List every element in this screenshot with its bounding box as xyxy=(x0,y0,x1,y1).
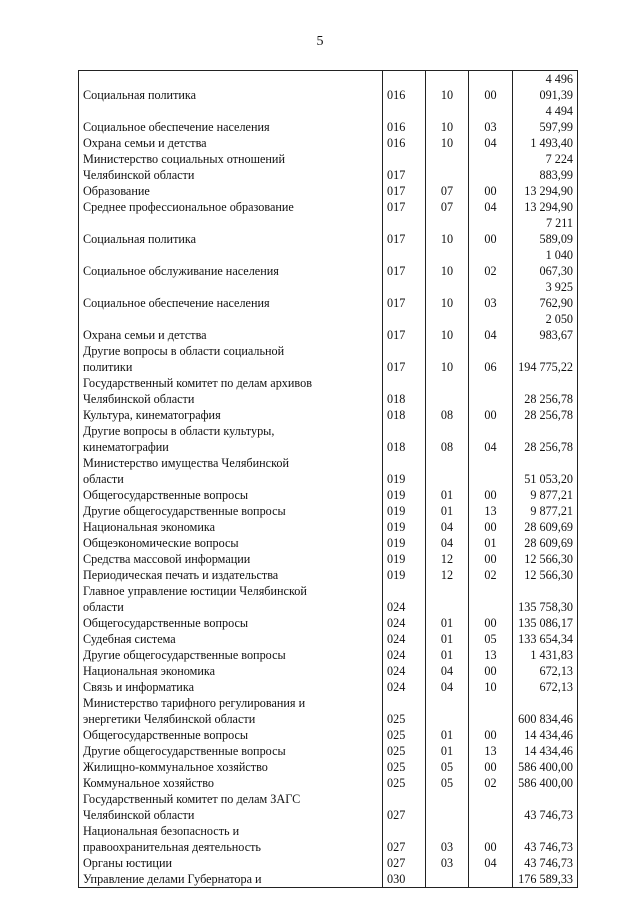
row-section: 10 xyxy=(426,247,469,279)
table-row xyxy=(79,215,578,247)
table-row xyxy=(79,759,578,775)
row-code: 019 xyxy=(383,567,426,583)
row-subsection: 05 xyxy=(469,631,513,647)
row-amount: 51 053,20 xyxy=(513,455,578,487)
row-section xyxy=(426,375,469,407)
row-code: 025 xyxy=(383,727,426,743)
row-name: Другие вопросы в области социальной политики xyxy=(79,343,383,375)
row-section: 01 xyxy=(426,727,469,743)
row-name: Охрана семьи и детства xyxy=(79,311,383,343)
row-code: 018 xyxy=(383,375,426,407)
row-amount: 135 758,30 xyxy=(513,583,578,615)
row-code: 027 xyxy=(383,823,426,855)
row-name: Другие общегосударственные вопросы xyxy=(79,743,383,759)
row-amount: 4 494 597,99 xyxy=(513,103,578,135)
table-row xyxy=(79,631,578,647)
row-subsection: 04 xyxy=(469,423,513,455)
row-code: 017 xyxy=(383,343,426,375)
row-code: 017 xyxy=(383,279,426,311)
row-code: 024 xyxy=(383,583,426,615)
table-row xyxy=(79,567,578,583)
row-code: 024 xyxy=(383,679,426,695)
row-amount: 1 040 067,30 xyxy=(513,247,578,279)
row-section: 01 xyxy=(426,503,469,519)
row-amount: 135 086,17 xyxy=(513,615,578,631)
row-amount: 28 609,69 xyxy=(513,535,578,551)
row-section: 04 xyxy=(426,519,469,535)
table-row xyxy=(79,695,578,727)
row-subsection: 13 xyxy=(469,503,513,519)
row-name: Национальная экономика xyxy=(79,519,383,535)
row-section: 04 xyxy=(426,535,469,551)
row-subsection: 04 xyxy=(469,135,513,151)
row-subsection xyxy=(469,455,513,487)
row-subsection: 03 xyxy=(469,103,513,135)
row-section: 10 xyxy=(426,103,469,135)
row-name: Государственный комитет по делам архивов Челябинской области xyxy=(79,375,383,407)
row-name: Общегосударственные вопросы xyxy=(79,487,383,503)
row-code: 027 xyxy=(383,791,426,823)
row-name: Среднее профессиональное образование xyxy=(79,199,383,215)
row-code: 024 xyxy=(383,663,426,679)
row-amount: 133 654,34 xyxy=(513,631,578,647)
row-code: 024 xyxy=(383,615,426,631)
row-subsection: 04 xyxy=(469,855,513,871)
row-amount: 672,13 xyxy=(513,679,578,695)
table-row xyxy=(79,551,578,567)
row-amount: 600 834,46 xyxy=(513,695,578,727)
row-code: 017 xyxy=(383,199,426,215)
row-code: 019 xyxy=(383,535,426,551)
row-section: 08 xyxy=(426,423,469,455)
row-code: 018 xyxy=(383,407,426,423)
table-row xyxy=(79,247,578,279)
row-amount: 1 493,40 xyxy=(513,135,578,151)
row-code: 017 xyxy=(383,183,426,199)
row-amount: 1 431,83 xyxy=(513,647,578,663)
row-section: 01 xyxy=(426,647,469,663)
row-section: 12 xyxy=(426,551,469,567)
row-code: 019 xyxy=(383,455,426,487)
table-row xyxy=(79,791,578,823)
row-amount: 7 211 589,09 xyxy=(513,215,578,247)
table-row xyxy=(79,487,578,503)
row-subsection: 04 xyxy=(469,199,513,215)
table-row xyxy=(79,343,578,375)
row-name: Общегосударственные вопросы xyxy=(79,727,383,743)
table-row xyxy=(79,183,578,199)
table-row xyxy=(79,135,578,151)
row-section: 01 xyxy=(426,631,469,647)
table-row xyxy=(79,423,578,455)
row-section: 03 xyxy=(426,855,469,871)
row-subsection: 02 xyxy=(469,247,513,279)
row-name: Другие вопросы в области культуры, кинематографии xyxy=(79,423,383,455)
row-section xyxy=(426,151,469,183)
row-section: 01 xyxy=(426,487,469,503)
table-row xyxy=(79,151,578,183)
row-amount: 28 256,78 xyxy=(513,407,578,423)
row-name: Социальное обеспечение населения xyxy=(79,103,383,135)
table-row xyxy=(79,279,578,311)
table-row xyxy=(79,871,578,888)
row-name: Периодическая печать и издательства xyxy=(79,567,383,583)
table-row xyxy=(79,647,578,663)
row-subsection: 13 xyxy=(469,743,513,759)
row-section: 04 xyxy=(426,663,469,679)
table-row xyxy=(79,775,578,791)
row-amount: 9 877,21 xyxy=(513,503,578,519)
row-name: Общегосударственные вопросы xyxy=(79,615,383,631)
row-amount: 13 294,90 xyxy=(513,199,578,215)
table-row xyxy=(79,407,578,423)
table-row xyxy=(79,199,578,215)
row-subsection: 00 xyxy=(469,615,513,631)
table-row xyxy=(79,455,578,487)
table-row xyxy=(79,503,578,519)
row-section xyxy=(426,583,469,615)
row-section: 05 xyxy=(426,775,469,791)
row-amount: 586 400,00 xyxy=(513,775,578,791)
row-name: Управление делами Губернатора и xyxy=(79,871,383,888)
row-subsection: 02 xyxy=(469,567,513,583)
row-code: 019 xyxy=(383,551,426,567)
table-row xyxy=(79,375,578,407)
row-amount: 12 566,30 xyxy=(513,567,578,583)
table-row xyxy=(79,103,578,135)
table-row xyxy=(79,855,578,871)
row-section: 07 xyxy=(426,183,469,199)
row-name: Средства массовой информации xyxy=(79,551,383,567)
row-section: 12 xyxy=(426,567,469,583)
row-name: Социальное обслуживание населения xyxy=(79,247,383,279)
row-subsection: 06 xyxy=(469,343,513,375)
table-row xyxy=(79,663,578,679)
row-subsection: 00 xyxy=(469,71,513,104)
row-section: 04 xyxy=(426,679,469,695)
row-code: 019 xyxy=(383,487,426,503)
table-row xyxy=(79,71,578,104)
row-section: 01 xyxy=(426,615,469,631)
row-section: 10 xyxy=(426,71,469,104)
row-amount: 43 746,73 xyxy=(513,823,578,855)
row-amount: 2 050 983,67 xyxy=(513,311,578,343)
table-row xyxy=(79,583,578,615)
row-code: 025 xyxy=(383,743,426,759)
row-subsection: 00 xyxy=(469,823,513,855)
row-name: Образование xyxy=(79,183,383,199)
row-amount: 176 589,33 xyxy=(513,871,578,888)
table-row xyxy=(79,743,578,759)
row-subsection: 00 xyxy=(469,663,513,679)
row-section: 10 xyxy=(426,343,469,375)
row-code: 018 xyxy=(383,423,426,455)
row-amount: 13 294,90 xyxy=(513,183,578,199)
row-subsection xyxy=(469,375,513,407)
row-name: Охрана семьи и детства xyxy=(79,135,383,151)
row-code: 017 xyxy=(383,151,426,183)
row-code: 016 xyxy=(383,71,426,104)
row-code: 025 xyxy=(383,775,426,791)
row-name: Национальная безопасность и правоохранительная деятельность xyxy=(79,823,383,855)
row-subsection: 00 xyxy=(469,519,513,535)
row-subsection: 03 xyxy=(469,279,513,311)
row-name: Органы юстиции xyxy=(79,855,383,871)
row-subsection: 00 xyxy=(469,727,513,743)
row-amount: 7 224 883,99 xyxy=(513,151,578,183)
row-name: Культура, кинематография xyxy=(79,407,383,423)
table-row xyxy=(79,727,578,743)
row-code: 017 xyxy=(383,215,426,247)
row-name: Другие общегосударственные вопросы xyxy=(79,503,383,519)
row-section: 10 xyxy=(426,135,469,151)
table-row xyxy=(79,823,578,855)
row-subsection: 00 xyxy=(469,759,513,775)
page-number: 5 xyxy=(316,34,324,49)
row-section: 03 xyxy=(426,823,469,855)
budget-table-body xyxy=(79,71,578,888)
row-code: 025 xyxy=(383,695,426,727)
row-amount: 9 877,21 xyxy=(513,487,578,503)
row-name: Социальное обеспечение населения xyxy=(79,279,383,311)
table-row xyxy=(79,615,578,631)
row-subsection: 00 xyxy=(469,407,513,423)
row-subsection: 00 xyxy=(469,551,513,567)
row-amount: 28 256,78 xyxy=(513,375,578,407)
row-code: 019 xyxy=(383,503,426,519)
row-subsection: 00 xyxy=(469,183,513,199)
row-code: 017 xyxy=(383,311,426,343)
row-section: 08 xyxy=(426,407,469,423)
row-name: Связь и информатика xyxy=(79,679,383,695)
row-section: 07 xyxy=(426,199,469,215)
row-amount: 586 400,00 xyxy=(513,759,578,775)
row-amount: 28 609,69 xyxy=(513,519,578,535)
row-amount: 43 746,73 xyxy=(513,791,578,823)
row-amount: 4 496 091,39 xyxy=(513,71,578,104)
row-code: 030 xyxy=(383,871,426,888)
row-section xyxy=(426,871,469,888)
row-section xyxy=(426,695,469,727)
budget-table xyxy=(78,70,578,888)
row-code: 024 xyxy=(383,631,426,647)
row-code: 024 xyxy=(383,647,426,663)
row-name: Другие общегосударственные вопросы xyxy=(79,647,383,663)
row-code: 019 xyxy=(383,519,426,535)
row-name: Социальная политика xyxy=(79,71,383,104)
row-section: 10 xyxy=(426,215,469,247)
row-name: Министерство имущества Челябинской области xyxy=(79,455,383,487)
row-section: 10 xyxy=(426,279,469,311)
row-subsection xyxy=(469,871,513,888)
row-subsection: 00 xyxy=(469,487,513,503)
row-amount: 14 434,46 xyxy=(513,727,578,743)
row-section xyxy=(426,791,469,823)
row-subsection xyxy=(469,695,513,727)
row-name: Коммунальное хозяйство xyxy=(79,775,383,791)
row-name: Общеэкономические вопросы xyxy=(79,535,383,551)
row-subsection: 01 xyxy=(469,535,513,551)
row-name: Жилищно-коммунальное хозяйство xyxy=(79,759,383,775)
row-code: 016 xyxy=(383,135,426,151)
row-code: 025 xyxy=(383,759,426,775)
row-name: Социальная политика xyxy=(79,215,383,247)
row-subsection: 02 xyxy=(469,775,513,791)
row-section: 10 xyxy=(426,311,469,343)
row-amount: 43 746,73 xyxy=(513,855,578,871)
row-amount: 672,13 xyxy=(513,663,578,679)
row-code: 017 xyxy=(383,247,426,279)
row-amount: 28 256,78 xyxy=(513,423,578,455)
table-row xyxy=(79,519,578,535)
row-subsection: 04 xyxy=(469,311,513,343)
row-section: 05 xyxy=(426,759,469,775)
row-subsection xyxy=(469,583,513,615)
row-code: 016 xyxy=(383,103,426,135)
row-name: Министерство социальных отношений Челябинской области xyxy=(79,151,383,183)
row-name: Государственный комитет по делам ЗАГС Челябинской области xyxy=(79,791,383,823)
row-subsection: 13 xyxy=(469,647,513,663)
row-name: Министерство тарифного регулирования и энергетики Челябинской области xyxy=(79,695,383,727)
row-amount: 12 566,30 xyxy=(513,551,578,567)
row-subsection xyxy=(469,151,513,183)
row-section xyxy=(426,455,469,487)
row-amount: 194 775,22 xyxy=(513,343,578,375)
table-row xyxy=(79,311,578,343)
row-subsection xyxy=(469,791,513,823)
row-subsection: 00 xyxy=(469,215,513,247)
row-name: Главное управление юстиции Челябинской области xyxy=(79,583,383,615)
row-name: Национальная экономика xyxy=(79,663,383,679)
table-row xyxy=(79,679,578,695)
row-subsection: 10 xyxy=(469,679,513,695)
row-code: 027 xyxy=(383,855,426,871)
row-amount: 14 434,46 xyxy=(513,743,578,759)
table-row xyxy=(79,535,578,551)
row-amount: 3 925 762,90 xyxy=(513,279,578,311)
row-section: 01 xyxy=(426,743,469,759)
row-name: Судебная система xyxy=(79,631,383,647)
